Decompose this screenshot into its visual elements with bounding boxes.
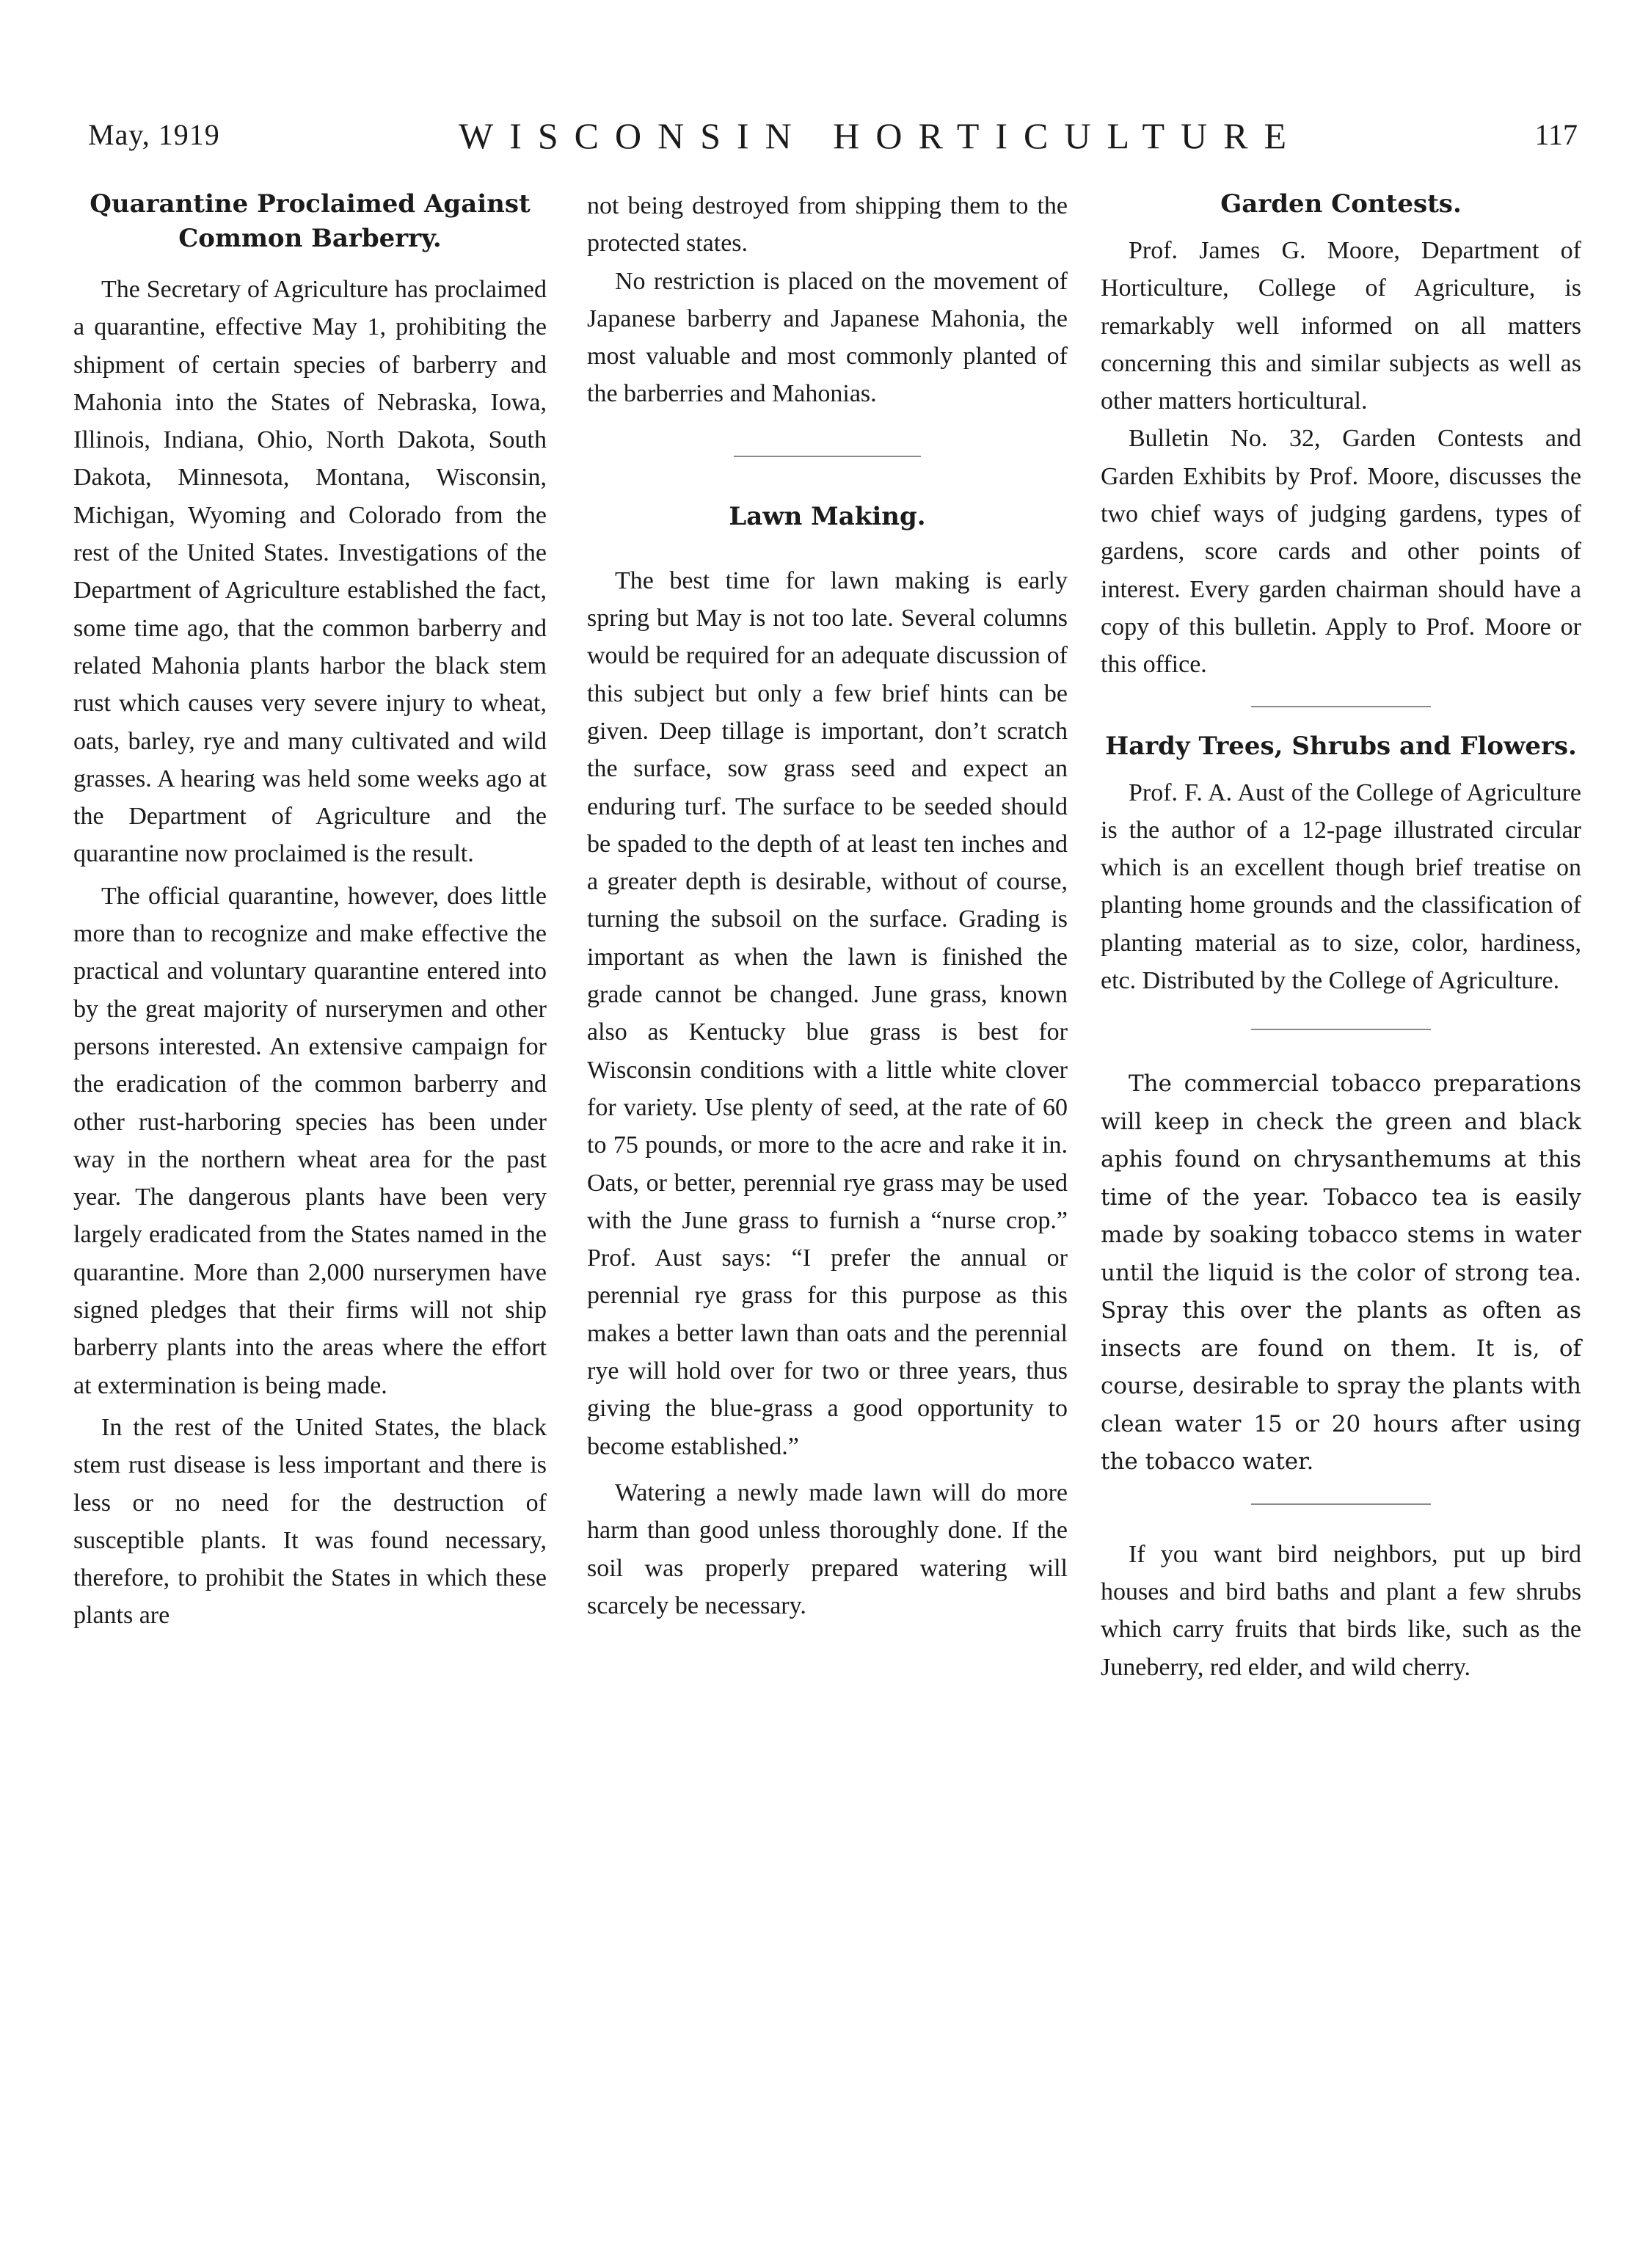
barberry-paragraph-3-continued: not being destroyed from shipping them to the protected states. <box>587 192 1068 258</box>
barberry-paragraph-3: In the rest of the United States, the black stem rust disease is less important and there is less or no need for the destruction of susceptible plants. It was found necessary, therefore, to prohibit the States in which these plants are <box>73 1413 547 1630</box>
page-number: 117 <box>1534 118 1578 151</box>
barberry-article-title <box>73 187 547 256</box>
hardy-paragraph-1: Prof. F. A. Aust of the College of Agriculture is the author of a 12-page illustrated circular which is an excellent though brief treatise on planting home grounds and the classification of planting material as to size, color, hardiness, etc. Distributed by the College of Agriculture. <box>1101 779 1581 995</box>
issue-date: May, 1919 <box>88 118 220 151</box>
column-middle <box>587 187 1068 1625</box>
column-right <box>1101 187 1581 1686</box>
birds-note-paragraph: If you want bird neighbors, put up bird houses and bird baths and plant a few shrubs which carry fruits that birds like, such as the Juneberry, red elder, and wild cherry. <box>1101 1540 1581 1681</box>
lawn-article-title: Lawn Making. <box>729 501 926 531</box>
garden-paragraph-1: Prof. James G. Moore, Department of Horticulture, College of Agriculture, is remarkably well informed on all matters concerning this and similar subjects as well as other matters horticultural. <box>1101 237 1581 415</box>
lawn-paragraph-1: The best time for lawn making is early spring but May is not too late. Several columns would be required for an adequate discussion of this subject but only a few brief hints can be given. Deep tillage is important, don’t scratch the surface, sow grass seed and expect an enduring turf. The surface to be seeded should be spaded to the depth of at least ten inches and a greater depth is desirable, without of course, turning the subsoil on the surface. Grading is important as when the lawn is finished the grade cannot be changed. June grass, known also as Kentucky blue grass is best for Wisconsin conditions with a little white clover for variety. Use plenty of seed, at the rate of 60 to 75 pounds, or more to the acre and rake it in. Oats, or better, perennial rye grass may be used with the June grass to furnish a “nurse crop.” Prof. Aust says: “I prefer the annual or perennial rye grass for this purpose as this makes a better lawn than oats and the perennial rye will hold over for two or three years, thus giving the blue-grass a good opportunity to become established.” <box>587 566 1068 1460</box>
lawn-paragraph-2: Watering a newly made lawn will do more harm than good unless thoroughly done. If the soil was properly prepared watering will scarcely be necessary. <box>587 1478 1068 1619</box>
barberry-paragraph-4: No restriction is placed on the movement of Japanese barberry and Japanese Mahonia, the most valuable and most commonly planted of the barberries and Mahonias. <box>587 267 1068 408</box>
tobacco-note-paragraph: The commercial tobacco preparations will keep in check the green and black aphis found on chrysanthemums at this time of the year. Tobacco tea is easily made by soaking tobacco stems in water until the liquid is the color of strong tea. Spray this over the plants as often as insects are found on them. It is, of course, desirable to spray the plants with clean water 15 or 20 hours after using the tobacco water. <box>1101 1071 1581 1476</box>
barberry-title-line-1: Quarantine Proclaimed Against <box>90 189 531 219</box>
column-left <box>73 187 547 1635</box>
journal-title: WISCONSIN HORTICULTURE <box>459 115 1302 156</box>
barberry-paragraph-2: The official quarantine, however, does little more than to recognize and make effective the practical and voluntary quarantine entered into by the great majority of nurserymen and other persons interested. An extensive campaign for the eradication of the common barberry and other rust-harboring species has been under way in the northern wheat area for the past year. The dangerous plants have been very largely eradicated from the States named in the quarantine. More than 2,000 nurserymen have signed pledges that their firms will not ship barberry plants into the areas where the effort at extermination is being made. <box>73 882 547 1399</box>
barberry-paragraph-1: The Secretary of Agriculture has proclaimed a quarantine, effective May 1, prohibiting the shipment of certain species of barberry and Mahonia into the States of Nebraska, Iowa, Illinois, Indiana, Ohio, North Dakota, South Dakota, Minnesota, Montana, Wisconsin, Michigan, Wyoming and Colorado from the rest of the United States. Investigations of the Department of Agriculture established the fact, some time ago, that the common barberry and related Mahonia plants harbor the black stem rust which causes very severe injury to wheat, oats, barley, rye and many cultivated and wild grasses. A hearing was held some weeks ago at the Department of Agriculture and the quarantine now proclaimed is the result. <box>73 276 547 868</box>
running-head <box>88 117 1578 161</box>
hardy-article-title: Hardy Trees, Shrubs and Flowers. <box>1105 731 1577 761</box>
garden-article-title: Garden Contests. <box>1220 189 1462 219</box>
barberry-title-line-2: Common Barberry. <box>178 224 442 253</box>
garden-paragraph-2: Bulletin No. 32, Garden Contests and Garden Exhibits by Prof. Moore, discusses the two chief ways of judging gardens, types of gardens, score cards and other points of interest. Every garden chairman should have a copy of this bulletin. Apply to Prof. Moore or this office. <box>1101 425 1581 679</box>
